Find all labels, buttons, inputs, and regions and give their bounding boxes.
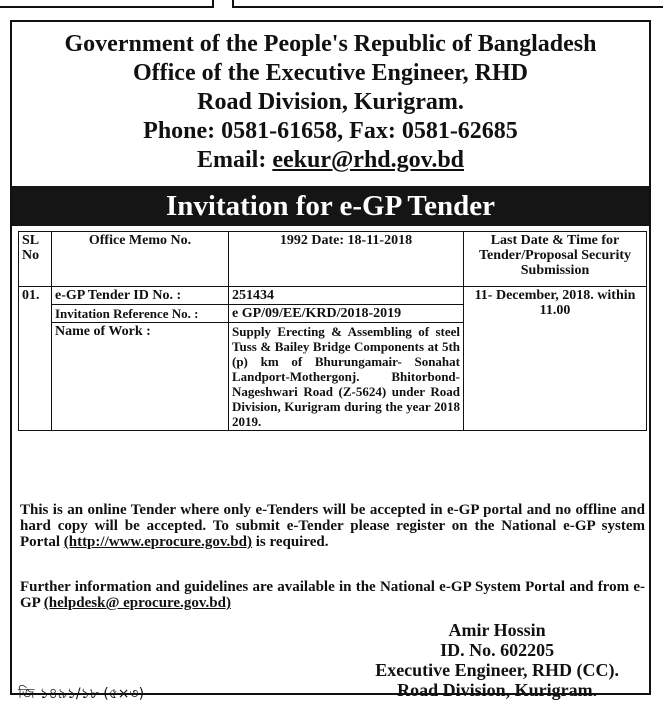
online-tender-paragraph bbox=[20, 502, 645, 550]
row-sl: 01. bbox=[19, 287, 52, 431]
last-date-value: 11- December, 2018. within 11.00 bbox=[464, 287, 647, 431]
signatory-name: Amir Hossin bbox=[448, 620, 546, 640]
work-label: Name of Work : bbox=[52, 323, 229, 431]
invitation-banner: Invitation for e-GP Tender bbox=[12, 186, 649, 226]
ad-reference-code: জি-১৪৯১/১৮ (৫×৩) bbox=[18, 686, 145, 702]
work-description: Supply Erecting & Assembling of steel Tuss & Bailey Bridge Components at 5th (p) km of Bhurungamair- Sonahat Landport-Mothergonj. Bhitorbond-Nageshwari Road (Z-5624) under Road Division, Kurigram during the year 2018 2019. bbox=[229, 323, 464, 431]
notice-header bbox=[12, 30, 649, 175]
para1-tail: is required. bbox=[251, 534, 329, 550]
invitation-ref-value: e GP/09/EE/KRD/2018-2019 bbox=[229, 305, 464, 323]
tender-notice bbox=[10, 20, 651, 702]
tender-table bbox=[18, 231, 647, 431]
email-label: Email: bbox=[196, 147, 273, 173]
para1-text: This is an online Tender where only e-Tenders will be accepted in e-GP portal and no offline and hard copy will be accepted. To submit e-Tender please register on the National e-GP system Portal bbox=[20, 502, 645, 550]
eprocure-link[interactable]: (http://www.eprocure.gov.bd) bbox=[63, 534, 252, 550]
tender-id-label: e-GP Tender ID No. : bbox=[52, 287, 229, 305]
tender-id-value: 251434 bbox=[229, 287, 464, 305]
header-division: Road Division, Kurigram. bbox=[197, 89, 464, 115]
header-email-line bbox=[12, 146, 649, 175]
header-memo-value: 1992 Date: 18-11-2018 bbox=[229, 232, 464, 287]
previous-ad-border-right bbox=[232, 0, 663, 8]
para2-text: Further information and guidelines are available in the National e-GP System Portal and from e-GP bbox=[20, 579, 645, 611]
table-row bbox=[19, 287, 647, 305]
header-phone-fax: Phone: 0581-61658, Fax: 0581-62685 bbox=[143, 118, 518, 144]
signatory-title: Executive Engineer, RHD (CC). bbox=[375, 660, 619, 680]
header-government: Government of the People's Republic of Bangladesh bbox=[64, 31, 597, 57]
table-header-row bbox=[19, 232, 647, 287]
header-last-date: Last Date & Time for Tender/Proposal Security Submission bbox=[464, 232, 647, 287]
email-address: eekur@rhd.gov.bd bbox=[272, 147, 465, 173]
signatory-office: Road Division, Kurigram. bbox=[397, 680, 598, 700]
guidelines-paragraph bbox=[20, 579, 645, 611]
header-memo: Office Memo No. bbox=[52, 232, 229, 287]
signature-block bbox=[375, 620, 619, 700]
previous-ad-border-left bbox=[0, 0, 214, 8]
header-office: Office of the Executive Engineer, RHD bbox=[132, 60, 529, 86]
header-sl: SL No bbox=[19, 232, 52, 287]
signatory-id: ID. No. 602205 bbox=[440, 640, 555, 660]
helpdesk-link[interactable]: (helpdesk@ eprocure.gov.bd) bbox=[43, 595, 231, 611]
invitation-ref-label: Invitation Reference No. : bbox=[52, 305, 229, 323]
